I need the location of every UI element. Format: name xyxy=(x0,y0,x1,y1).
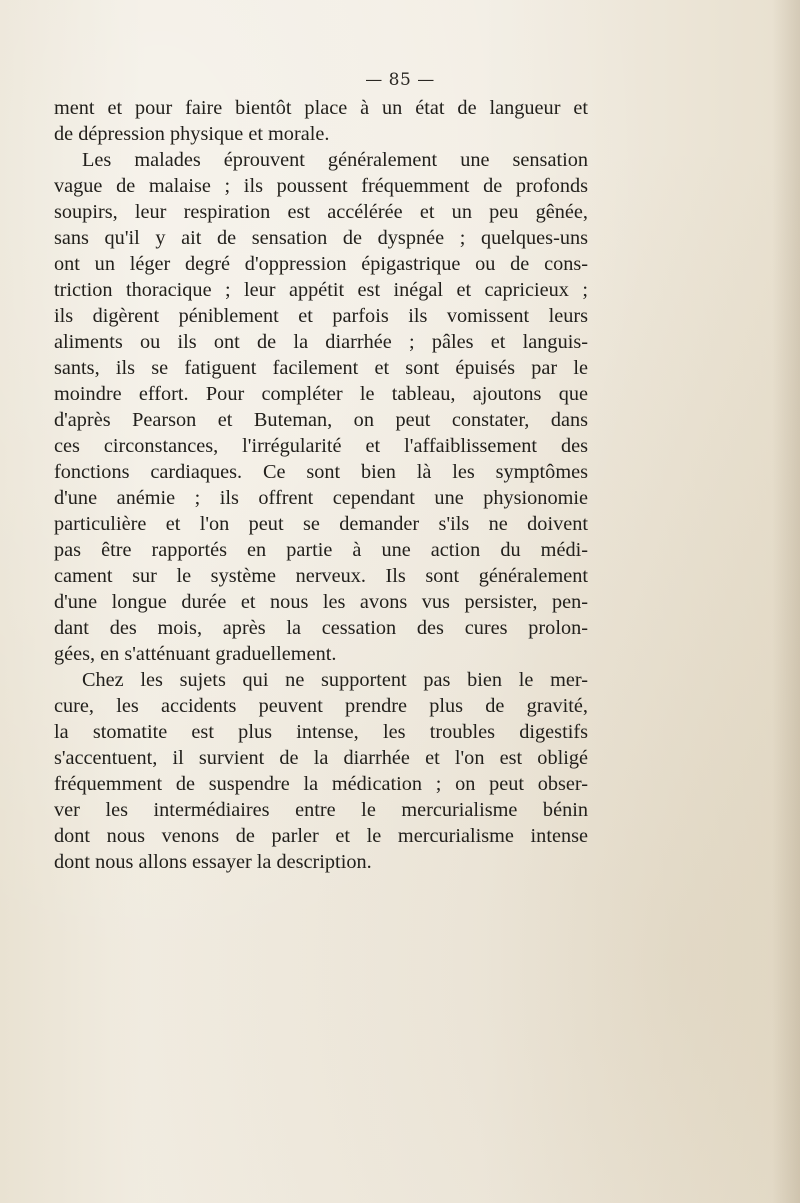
text-line: vague de malaise ; ils poussent fréquemment de profonds xyxy=(54,175,588,197)
text-line: dant des mois, après la cessation des cures prolon- xyxy=(54,617,588,639)
text-line: ont un léger degré d'oppression épigastrique ou de cons- xyxy=(54,253,588,275)
text-line: particulière et l'on peut se demander s'ils ne doivent xyxy=(54,513,588,535)
text-line: cament sur le système nerveux. Ils sont généralement xyxy=(54,565,588,587)
text-line: d'une longue durée et nous les avons vus persister, pen- xyxy=(54,591,588,613)
text-line: aliments ou ils ont de la diarrhée ; pâles et languis- xyxy=(54,331,588,353)
page-number: — 85 — xyxy=(365,70,435,90)
text-line: ils digèrent péniblement et parfois ils vomissent leurs xyxy=(54,305,588,327)
text-line: triction thoracique ; leur appétit est inégal et capricieux ; xyxy=(54,279,588,301)
body-text xyxy=(54,95,588,875)
text-line: d'après Pearson et Buteman, on peut constater, dans xyxy=(54,409,588,431)
text-line: gées, en s'atténuant graduellement. xyxy=(54,643,337,665)
text-line: fonctions cardiaques. Ce sont bien là les symptômes xyxy=(54,461,588,483)
text-line: soupirs, leur respiration est accélérée et un peu gênée, xyxy=(54,201,588,223)
text-line: cure, les accidents peuvent prendre plus de gravité, xyxy=(54,695,588,717)
text-line: sants, ils se fatiguent facilement et sont épuisés par le xyxy=(54,357,588,379)
text-line: pas être rapportés en partie à une action du médi- xyxy=(54,539,588,561)
text-line: ment et pour faire bientôt place à un état de langueur et xyxy=(54,97,588,119)
text-line: Les malades éprouvent généralement une sensation xyxy=(82,149,588,171)
text-line: sans qu'il y ait de sensation de dyspnée ; quelques-uns xyxy=(54,227,588,249)
text-line: ces circonstances, l'irrégularité et l'affaiblissement des xyxy=(54,435,588,457)
text-line: ver les intermédiaires entre le mercurialisme bénin xyxy=(54,799,588,821)
text-line: Chez les sujets qui ne supportent pas bien le mer- xyxy=(82,669,588,691)
text-line: d'une anémie ; ils offrent cependant une physionomie xyxy=(54,487,588,509)
text-line: la stomatite est plus intense, les troubles digestifs xyxy=(54,721,588,743)
text-line: dont nous venons de parler et le mercurialisme intense xyxy=(54,825,588,847)
text-line: dont nous allons essayer la description. xyxy=(54,851,372,873)
page-edge-shadow xyxy=(772,0,800,1203)
text-line: de dépression physique et morale. xyxy=(54,123,330,145)
text-line: fréquemment de suspendre la médication ; on peut obser- xyxy=(54,773,588,795)
text-line: s'accentuent, il survient de la diarrhée et l'on est obligé xyxy=(54,747,588,769)
text-line: moindre effort. Pour compléter le tableau, ajoutons que xyxy=(54,383,588,405)
